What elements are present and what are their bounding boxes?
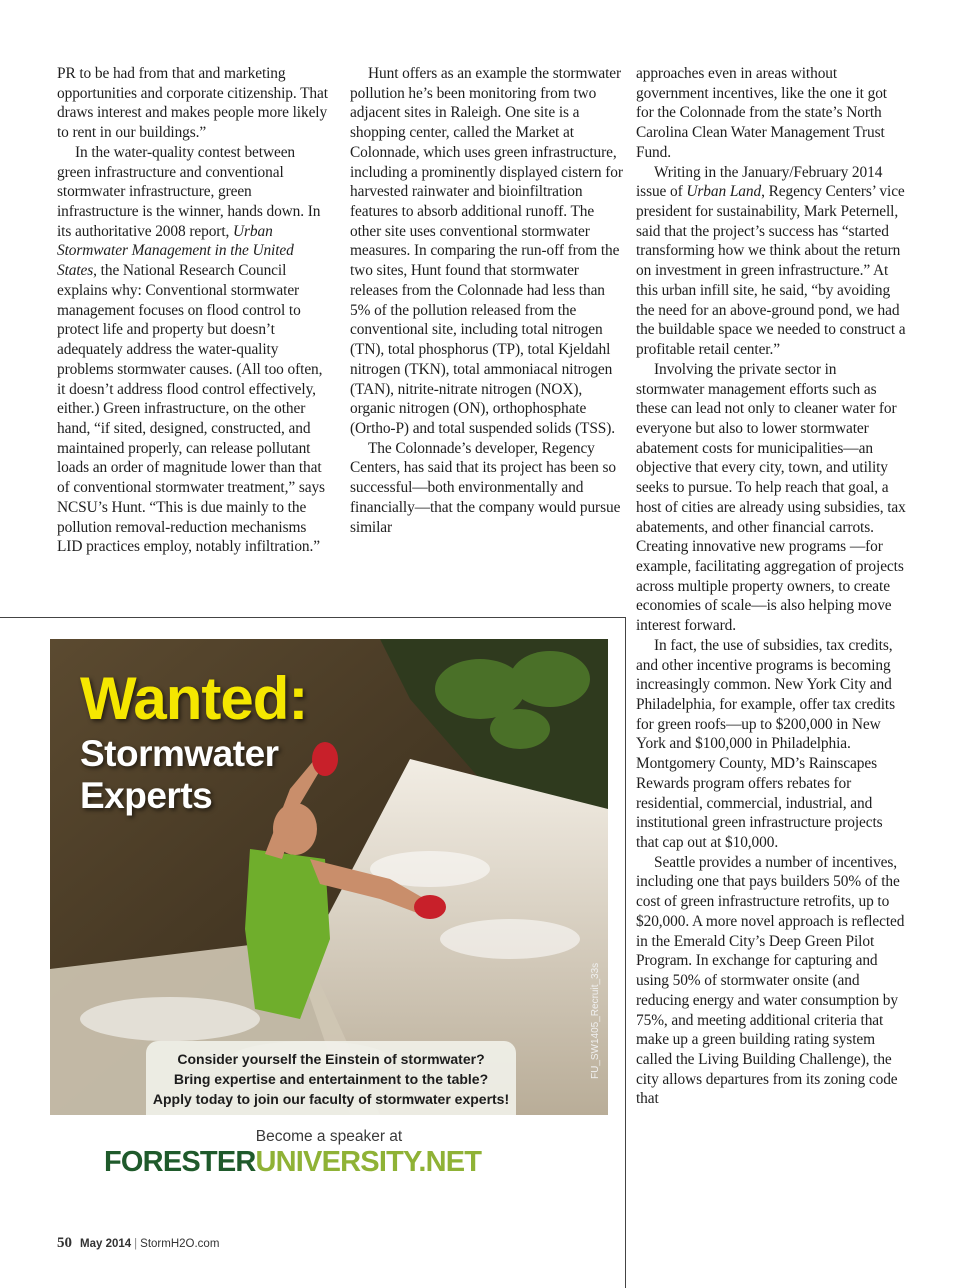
paragraph (636, 163, 906, 360)
paragraph (57, 143, 329, 557)
paragraph: Hunt offers as an example the stormwater pollution he’s been monitoring from two adjacent sites in Raleigh. One site is a shopping center, called the Market at Colonnade, which uses green infrastructure, including a prominently displayed cistern for harvested rainwater and bioinfiltration features to absorb additional runoff. The other site uses conventional stormwater measures. In comparing the run-off from the two sites, Hunt found that stormwater releases from the Colonnade had less than 5% of the pollution released from the conventional site, including total nitrogen (TN), total phosphorus (TP), total Kjeldahl nitrogen (TKN), total ammoniacal nitrogen (TAN), nitrite-nitrate nitrogen (NOX), organic nitrogen (ON), orthophosphate (Ortho-P) and total suspended solids (TSS). (350, 65, 623, 437)
text-run: , the National Research Council explains why: Conventional stormwater management focuses on flood control to protect life and property but doesn’t adequately address the water-quality problems stormwater causes. (All too often, it doesn’t address flood control effectively, either.) Green infrastructure, on the other hand, “if sited, designed, constructed, and maintained properly, can release pollutant loads an order of magnitude lower than that of conventional stormwater treatment,” says NCSU’s Hunt. “This is due mainly to the pollution removal-reduction mechanisms LID practices employ, notably infiltration.” (57, 262, 325, 556)
logo-part: UNIVERSITY.NET (255, 1146, 482, 1178)
ad-border-top (0, 617, 626, 618)
paragraph: approaches even in areas without government incentives, like the one it got for the Colonnade from the state’s North Carolina Clean Water Management Trust Fund. (636, 65, 887, 161)
page-footer (57, 1235, 219, 1252)
report-title: Urban Stormwater Management in the United States (57, 222, 294, 280)
article-column-3 (636, 64, 906, 1109)
separator: | (134, 1238, 138, 1250)
issue-date: May 2014 (80, 1238, 132, 1250)
ad-callout-box (146, 1041, 516, 1115)
ad-call-to-action: Become a speaker at (255, 1128, 403, 1145)
ad-subheadline: Stormwater (80, 733, 279, 774)
ad-callout-line: Consider yourself the Einstein of stormwater? (177, 1051, 485, 1067)
text-run: In the water-quality contest between green infrastructure and conventional stormwater infrastructure, green infrastructure is the winner, hands down. In its authoritative 2008 report, (57, 143, 321, 240)
text-run: , Regency Centers’ vice president for sustainability, Mark Peternell, said that the project’s success has “started transforming how we think about the return on investment in green infrastructure.” At this urban infill site, he said, “by avoiding the need for an above-ground pond, we had the buildable space we needed to construct a profitable retail center.” (636, 183, 906, 359)
text-run: Writing in the January/February 2014 issue of (636, 163, 883, 201)
publication-title: Urban Land (686, 183, 762, 201)
ad-callout-line: Bring expertise and entertainment to the table? (173, 1071, 489, 1087)
article-column-2 (350, 64, 626, 537)
ad-logo-link[interactable] (104, 1146, 564, 1179)
paragraph: In fact, the use of subsidies, tax credits, and other incentive programs is becoming increasingly common. New York City and Philadelphia, for example, offer tax credits for green roofs—up to $200,000 in New York and $100,000 in Philadelphia. Montgomery County, MD’s Rainscapes Rewards program offers rebates for residential, commercial, industrial, and institutional green infrastructure projects that cap out at $10,000. (636, 636, 895, 852)
site-name: StormH2O.com (140, 1238, 220, 1250)
article-column-1 (57, 64, 329, 557)
paragraph: The Colonnade’s developer, Regency Centers, has said that its project has been so successful—both environmentally and financially—that the company would pursue similar (350, 439, 621, 536)
paragraph: PR to be had from that and marketing opportunities and corporate citizenship. That draws interest and makes people more likely to rent in our buildings.” (57, 65, 328, 142)
ad-code: FU_SW1405_Recruit_33s (590, 962, 601, 1079)
page-number: 50 (57, 1235, 72, 1251)
ad-border-right (625, 617, 626, 1288)
paragraph: Seattle provides a number of incentives, including one that pays builders 50% of the cost of green infrastructure retrofits, up to $20,000. A more novel approach is reflected in the Emerald City’s Deep Green Pilot Program. In exchange for capturing and using 50% of stormwater onsite (and reducing energy and water consumption by 75%, and meeting additional criteria that make up a green building rating system called the Living Building Challenge), the city allows departures from its zoning code that (636, 853, 905, 1108)
logo-part: FORESTER (104, 1146, 256, 1178)
paragraph: Involving the private sector in stormwater management efforts such as these can lead not only to cleaner water for everyone but also to lower stormwater abatement costs for municipalities—an objective that every city, town, and utility seeks to pursue. To help reach that goal, a host of cities are already using subsidies, tax abatements, and other financial carrots. Creating innovative new programs —for example, facilitating aggregation of projects across multiple property owners, to create economies of scale—is also helping move interest forward. (636, 360, 906, 635)
ad-photo (50, 639, 608, 1115)
ad-subheadline: Experts (80, 775, 213, 816)
ad-callout-line: Apply today to join our faculty of stormwater experts! (152, 1091, 510, 1107)
ad-headline: Wanted: (80, 665, 308, 732)
